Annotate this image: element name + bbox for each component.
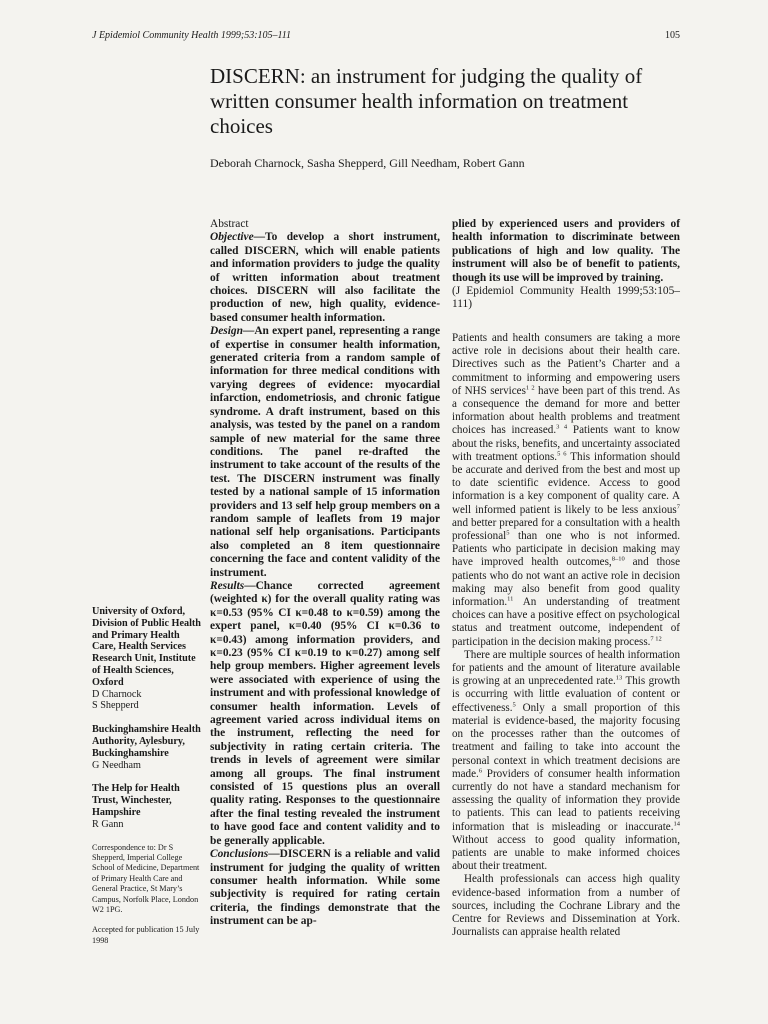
abstract-objective bbox=[210, 231, 440, 325]
abstract-heading: Abstract bbox=[210, 218, 249, 230]
conclusions-continued: plied by experienced users and providers of health information to discriminate between publications of high and low quality. The instrument will also be of benefit to patients, though its use will be improved by training. bbox=[452, 218, 680, 284]
abstract-conclusions: Conclusions—DISCERN is a reliable and valid instrument for judging the quality of written consumer health information. While some subjectivity is required for rating certain criteria, the findings demonstrate that the instrument can be ap- bbox=[210, 848, 440, 928]
body-text bbox=[452, 332, 680, 939]
affiliation bbox=[92, 606, 204, 712]
affiliation-org: The Help for Health Trust, Winchester, Hampshire bbox=[92, 783, 180, 818]
accepted-date: Accepted for publication 15 July 1998 bbox=[92, 925, 200, 945]
affiliation-org: Buckinghamshire Health Authority, Aylesbury, Buckinghamshire bbox=[92, 724, 201, 759]
article-title: DISCERN: an instrument for judging the quality of written consumer health information on treatment choices bbox=[210, 64, 643, 138]
conclusions-text: —DISCERN is a reliable and valid instrument for judging the quality of written consumer health information. While some subjectivity is required for rating certain criteria, the findings demonstrate that the instrument can be ap bbox=[210, 848, 440, 928]
abstract-right-column bbox=[452, 218, 680, 312]
affiliation bbox=[92, 724, 204, 771]
objective-label: Objective bbox=[210, 231, 254, 244]
affiliation-sidebar bbox=[92, 606, 204, 956]
affiliation-person: G Needham bbox=[92, 759, 141, 771]
results-label: Results bbox=[210, 579, 245, 592]
page-number: 105 bbox=[665, 30, 680, 41]
paragraph: Patients and health consumers are taking a more active role in decisions about their health care. Directives such as the Patient’s Charter and a commitment to informing and empowering users of NHS services$^{1 2}$ have been part of this trend. As a consequence the demand for more and better information about health problems and treatment choices has increased.$^{3 4}$ Patients want to know about the risks, benefits, and uncertainty associated with treatment options.$^{5 6}$ This information should be accurate and derived from the best and most up to date scientific evidence. Access to good information is a key component of quality care. A well informed patient is likely to be less anxious$^7$ and better prepared for a consultation with a health professional$^5$ than one who is not informed. Patients who participate in decision making may have improved health outcomes,$^{8-10}$ and those patients who do not want an active role in decision making may also benefit from good quality information.$^{11}$ An understanding of treatment choices can have a positive effect on psychological status and treatment outcome, independent of participation in the decision making process.$^{7 12}$ bbox=[452, 332, 681, 648]
abstract-design bbox=[210, 325, 440, 580]
paragraph: Health professionals can access high quality evidence-based information from a number of sources, including the Cochrane Library and the Centre for Reviews and Dissemination at York. Journalists can appraise health related bbox=[452, 873, 680, 939]
affiliation bbox=[92, 783, 204, 830]
abstract-left-column bbox=[210, 218, 440, 929]
design-text: —An expert panel, representing a range of expertise in consumer health information, generated criteria from a random sample of information for three medical conditions with varying degrees of evidence: myocardial infarction, endometriosis, and chronic fatigue syndrome. A draft instrument, based on this analysis, was tested by the panel on a random sample of new material for the same three conditions. The panel re-drafted the instrument to take account of the results of the test. The DISCERN instrument was finally tested by a national sample of 15 information providers and 13 self help group members on a random sample of leaflets from 19 major national self help organisations. Participants also completed an 8 item questionnaire concerning the face and content validity of the instrument. bbox=[210, 325, 440, 579]
abstract-citation: (J Epidemiol Community Health 1999;53:105–111) bbox=[452, 285, 680, 311]
results-text: —Chance corrected agreement (weighted κ) for the overall quality rating was κ=0.53 (95% CI κ=0.48 to κ=0.59) among the expert panel, κ=0.40 (95% CI κ=0.36 to κ=0.43) among information providers, and κ=0.23 (95% CI κ=0.19 to κ=0.27) among self help group members. Higher agreement levels were associated with experience of using the instrument and with professional knowledge of consumer health information. Levels of agreement varied across individual items on the instrument, reflecting the need for subjectivity in rating certain criteria. The trends in levels of agreement were similar among all groups. The final instrument consisted of 15 questions plus an overall quality rating. Responses to the questionnaire after the final testing revealed the instrument to have good face and content validity and to be generally applicable. bbox=[210, 579, 440, 847]
paragraph: There are multiple sources of health information for patients and the amount of literature available is growing at an unprecedented rate.$^{13}$ This growth is occurring with little evaluation of content or effectiveness.$^5$ Only a small proportion of this material is evidence-based, the majority focusing on the processes rather than the outcomes of treatment and failing to take into account the personal context in which treatment decisions are made.$^6$ Providers of consumer health information currently do not have a standard mechanism for assessing the quality of information they provide to patients. This can lead to patients receiving information that is misleading or inaccurate.$^{14}$ Without access to good quality information, patients are unable to make informed choices about their treatment. bbox=[452, 648, 680, 873]
journal-citation: J Epidemiol Community Health 1999;53:105–111 bbox=[92, 30, 292, 41]
objective-text: —To develop a short instrument, called DISCERN, which will enable patients and information providers to judge the quality of written information about treatment choices. DISCERN will also facilitate the production of new, high quality, evidence-based consumer health information. bbox=[210, 231, 440, 324]
design-label: Design bbox=[210, 325, 243, 338]
author-list: Deborah Charnock, Sasha Shepperd, Gill Needham, Robert Gann bbox=[210, 156, 525, 170]
affiliation-person: S Shepperd bbox=[92, 700, 139, 712]
affiliation-person: D Charnock bbox=[92, 688, 142, 700]
running-head bbox=[92, 30, 680, 41]
abstract-results bbox=[210, 580, 440, 848]
conclusions-label: Conclusions bbox=[210, 848, 269, 861]
affiliation-person: R Gann bbox=[92, 818, 124, 830]
correspondence: Correspondence to: Dr S Shepperd, Imperial College School of Medicine, Department of Primary Health Care and General Practice, St Mary’s Campus, Norfolk Place, London W2 1PG. bbox=[92, 842, 200, 914]
affiliation-org: University of Oxford, Division of Public Health and Primary Health Care, Health Services Research Unit, Institute of Health Sciences, Oxford bbox=[92, 606, 201, 688]
